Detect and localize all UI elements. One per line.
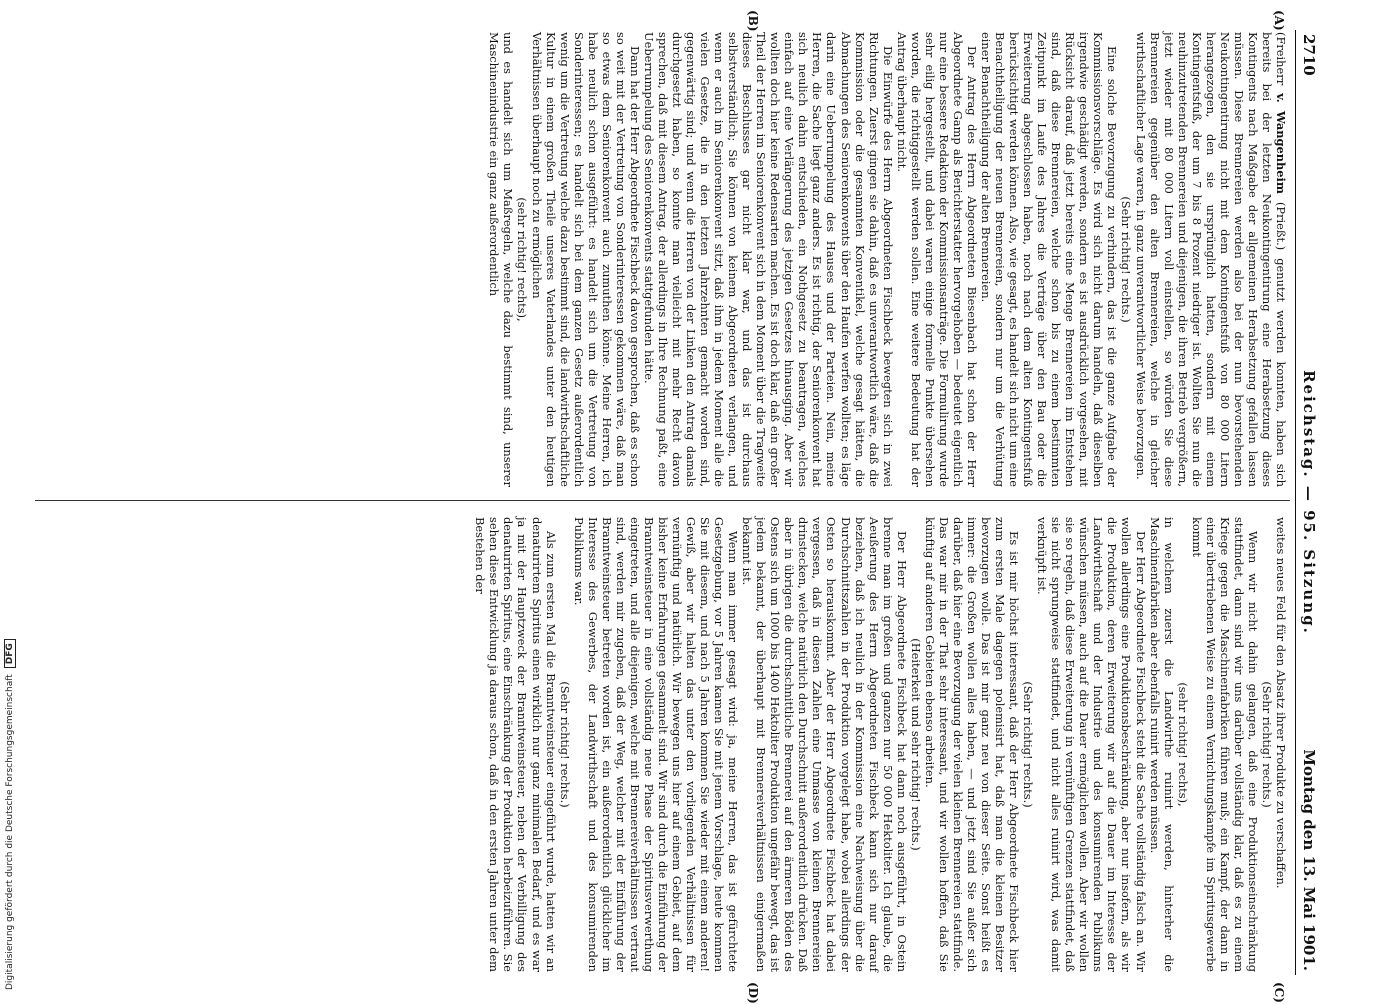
page-number: 2710 [1300, 34, 1318, 76]
paragraph: Wenn wir nicht dahin gelangen, daß eine Produktionseinschränkung stattfindet, dann sind wir uns darüber vollständig klar, daß es zu einem Kriege gegen die Maschinenfabriken führen muß; ein Kampf, der dann in einer übertriebenen Weise zu einem Vernichtungskampfe im Spiritusgewerbe kommt [1189, 517, 1260, 972]
margin-marker-d: (D) [746, 982, 760, 1004]
margin-marker-a: (A) [1272, 10, 1286, 31]
applause: (Sehr richtig! rechts.) [1119, 196, 1134, 323]
speaker-suffix: (Prießt.) [1274, 201, 1288, 251]
left-column [38, 32, 1288, 487]
page-header [1295, 30, 1320, 975]
margin-marker-c: (C) [1272, 982, 1286, 1003]
speaker-line [1133, 32, 1288, 487]
dfg-logo: DFG [4, 639, 16, 668]
paragraph: Eine solche Bevorzugung zu verhindern, das ist die ganze Aufgabe der Kommissionsvorschläge. Es wird sich nicht darum handeln, daß dieselben irgendwie geschädigt werden, sondern es ist ausdrücklich vorgesehen, mit Rücksicht darauf, daß jetzt bereits eine Menge Brennereien im Entstehen sind, daß diese Brennereien, welche schon bis zu einem bestimmten Zeitpunkt im Laufe des Jahres die Verträge über den Bau oder die Erweiterung abgeschlossen haben, noch nach dem alten Kontingentsfuß berücksichtigt werden können. Also, wie gesagt, es handelt sich nicht um eine Benachtheiligung der neuen Brennereien, sondern nur um die Verhütung einer Benachtheiligung der alten Brennereien. [979, 32, 1120, 487]
scanned-page-wrapper [30, 10, 1320, 1004]
paragraph: Es ist mir höchst interessant, daß der Herr Abgeordnete Fischbeck hier zum ersten Male dagegen polemisirt hat, daß man die kleinen Besitzer bevorzugen wolle. Das ist mir ganz neu von dieser Seite. Sonst heißt es immer: die Großen wollen alles haben, — und jetzt sind Sie außer sich darüber, daß hier eine Bevorzugung der vielen kleinen Brennereien stattfinde. Das war mir in der That sehr interessant, und wir wollen hoffen, daß Sie künftig auf anderen Gebieten ebenso arbeiten. [922, 517, 1022, 972]
right-column [38, 517, 1288, 972]
paragraph: genutzt werden konnten, haben sich bereits bei der letzten Neukontingentirung eine Herabsetzung dieses Kontingents nach Maßgabe der allgemeinen Herabsetzung gefallen lassen müssen. Diese Brennereien werden also bei der nun bevorstehenden Neukontingentirung nicht mit dem Kontingentsfuß von 80 000 Litern herangezogen, den sie ursprünglich hatten, sondern mit einem Kontingentsfuß, der um 7 bis 8 Prozent niedriger ist. Wollten Sie nun die neuhinzutretenden Brennereien und diejenigen, die ihren Betrieb vergrößern, jetzt wieder mit 80 000 Litern voll einstellen, so würden Sie diese Brennereien gegenüber den alten Brennereien, welche in gleicher wirthschaftlicher Lage waren, in ganz unverantwortlicher Weise bevorzugen. [1133, 32, 1288, 488]
session-title: Reichstag. — 95. Sitzung. [1300, 370, 1318, 635]
column-divider [35, 500, 1290, 501]
speaker-prefix: (Freiherr [1274, 32, 1288, 86]
margin-marker-b: (B) [746, 10, 760, 32]
paragraph: weites neues Feld für den Absatz ihrer Produkte zu verschaffen. [1274, 517, 1288, 889]
applause: (Sehr richtig! rechts.) [1259, 681, 1274, 808]
paragraph: Der Antrag des Herrn Abgeordneten Biesenbach hat schon der Herr Abgeordnete Gamp als Berichterstatter hervorgehoben — bedeutet eigentlich nur eine bessere Redaktion der Kommissionsanträge. Die Formulirung wurde sehr eilig hergestellt, und dabei waren einige formelle Punkte übersehen worden, die richtiggestellt werden sollen. Eine weitere Bedeutung hat der Antrag überhaupt nicht. [894, 32, 979, 487]
paragraph: Wenn man immer gesagt wird: ja, meine Herren, das ist gefürchtete Gesetzgebung, vor 5 Jahren kamen Sie mit jenem Vorschlage, heute kommen Sie mit diesem, und nach 5 Jahren kommen Sie wieder mit einem anderen! Gewiß, aber wir halten das unter den vorliegenden Verhältnissen für vernünftig und natürlich. Wir bewegen uns hier auf einem Gebiet, auf dem bisher keine Erfahrungen gesammelt sind. Wir sind durch die Einführung der Branntweinsteuer in eine vollständig neue Phase der Spiritusverwerthung eingetreten, und alle diejenigen, welche mit Brennereiverhältnissen vertraut sind, werden mir zugeben, daß der Weg, welcher mit der Einführung der Branntweinsteuer betreten worden ist, ein außerordentlich glücklicher im Interesse des Gewerbes, der Landwirthschaft und des konsumirenden Publikums war. [571, 517, 741, 972]
paragraph: Dann hat der Herr Abgeordnete Fischbeck davon gesprochen, daß es schon so weit mit der Vertretung von Sonderinteressen gekommen wäre, daß man so etwas dem Seniorenkonvent auch zumuthen könne. Meine Herren, ich habe neulich schon ausgeführt: es handelt sich um die Vertretung von Sonderinteressen; es handelt sich bei dem ganzen Gesetz außerordentlich wenig um die Vertretung welche dazu bestimmt sind, die landwirthschaftliche Kultur in einem großen Theile unseres Vaterlandes unter den heutigen Verhältnissen überhaupt noch zu ermöglichen [529, 32, 642, 487]
speaker-name: v. Wangenheim [1274, 93, 1288, 194]
digitization-credit [0, 0, 22, 1000]
session-date: Montag den 13. Mai 1901. [1300, 749, 1318, 971]
applause: (Sehr richtig! rechts.) [557, 681, 572, 808]
paragraph: und es handelt sich um Maßregeln, welche dazu bestimmt sind, unserer Maschinenindustrie ein ganz außerordentlich [487, 32, 516, 487]
credit-text: Digitalisierung gefördert durch die Deutsche Forschungsgemeinschaft [5, 674, 15, 990]
scanned-page [30, 10, 1320, 1004]
applause: (Heiterkeit und sehr richtig! rechts.) [908, 638, 923, 851]
applause: (Sehr richtig! rechts.) [1021, 681, 1036, 808]
paragraph: in welchem zuerst die Landwirthe ruinirt werden, hinterher die Maschinenfabriken aber ebenfalls ruinirt werden müssen. [1147, 517, 1176, 972]
paragraph: Der Herr Abgeordnete Fischbeck steht die Sache vollständig falsch an. Wir wollen allerdings eine Produktionsbeschränkung, aber nur insofern, als wir die Produktion, deren Erweiterung wir auf die Dauer im Interesse der Landwirthschaft und der Industrie und des konsumirenden Publikums wünschen müssen, auch auf die Dauer ermöglichen wollen. Aber wir wollen sie so regeln, daß diese Erweiterung in vernünftigen Grenzen stattfindet, daß sie nicht sprungweise stattfindet, und nicht alles ruinirt wird, was damit verknüpft ist. [1035, 517, 1148, 972]
applause: (sehr richtig! rechts), [515, 197, 530, 322]
paragraph: Als zum ersten Mal die Branntweinsteuer eingeführt wurde, hatten wir an denaturirtem Spiritus einen wirklich nur ganz minimalen Bedarf, und es war ja mit der Hauptzweck der Branntweinsteuer, neben der Verbilligung des denaturirten Spiritus, eine Einschränkung der Produktion herbeizuführen. Sie sehen diese Entwicklung ja daraus schon, daß in den ersten Jahren unter dem Bestehen der [473, 517, 558, 972]
paragraph: Die Einwürfe des Herrn Abgeordneten Fischbeck bewegten sich in zwei Richtungen. Zuerst gingen sie dahin, daß es unverantwortlich wäre, daß die Kommission oder die gesammten Konventikel, welche gesagt hätten, die Abmachungen des Seniorenkonvents über den Haufen werfen wollten; es läge darin eine Ueberrumpelung des Hauses und der Parteien. Nein, meine Herren, die Sache liegt ganz anders. Es ist richtig, der Seniorenkonvent hat sich neulich dahin entschieden, ein Nothgesetz zu beantragen, welches einfach auf eine Verlängerung des jetzigen Gesetzes hinausging. Aber wir wollten doch hier keine Redensarten machen. Es ist doch klar, daß ein großer Theil der Herren im Seniorenkonvent sich in dem Moment über die Tragweite dieses Beschlusses gar nicht klar war, und das ist durchaus selbstverständlich; Sie können von keinem Abgeordneten verlangen, und wenn er auch im Seniorenkonvent sitzt, daß ihm in jedem Moment alle die vielen Gesetze, die in den letzten Jahrzehnten gemacht worden sind, gegenwärtig sind; und wenn die Herren von der Linken den Antrag damals durchgesetzt haben, so konnte man vielleicht mit mehr Recht davon sprechen, daß mit diesem Antrag, der allerdings in Ihre Rechnung paßt, eine Ueberrumpelung des Seniorenkonvents stattgefunden hätte. [641, 32, 895, 487]
paragraph: Der Herr Abgeordnete Fischbeck hat dann noch ausgeführt, in Ostein brenne man im großen und ganzen nur 50 000 Hektoliter. Ich glaube, die Aeußerung des Herrn Abgeordneten Fischbeck kann sich nur darauf beziehen, daß ich neulich in der Kommission eine Nachweisung über die Durchschnittszahlen in der Produktion vorgelegt habe, wobei allerdings der Osten so herauskommt. Aber der Herr Abgeordnete Fischbeck hat dabei vergessen, daß in diesen Zahlen eine Unmasse von kleinen Brennereien drinstecken, welche natürlich den Durchschnitt außerordentlich drücken. Daß aber in übrigen die durchschnittliche Brennerei auf den ärmeren Böden des Ostens sich um 1000 bis 1400 Hektoliter Produktion ungefähr bewegt, das ist jedem bekannt, der überhaupt mit Brennereiverhältnissen einigermaßen bekannt ist. [740, 517, 909, 972]
applause: (sehr richtig! rechts), [1175, 682, 1190, 807]
